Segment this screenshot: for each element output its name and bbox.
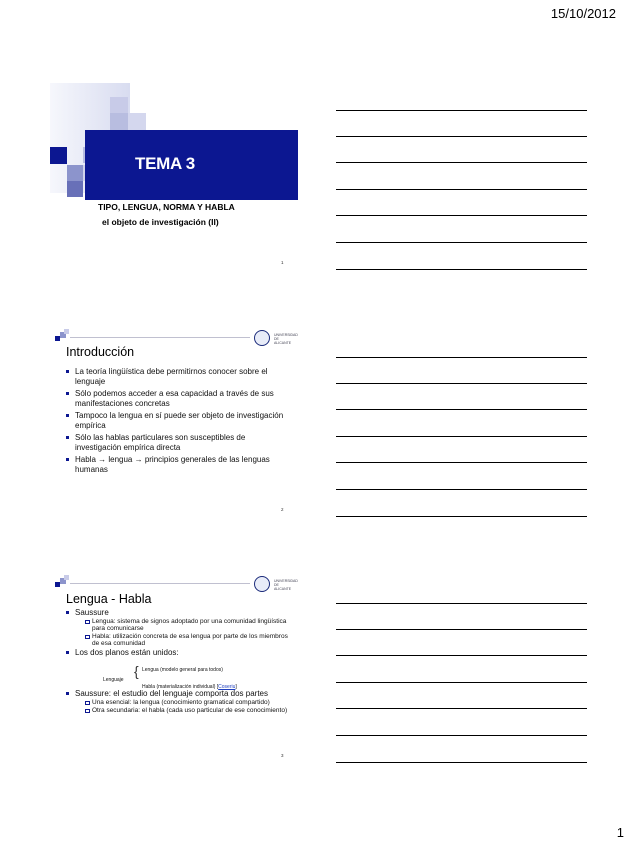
university-logo-icon bbox=[254, 576, 270, 592]
list-item: Saussure: el estudio del lenguaje comporta dos partes Una esencial: la lengua (conocimiento gramatical compartido) Otra secundaria: el habla (cada uso particular de ese conocimiento) bbox=[66, 689, 288, 714]
decor-square bbox=[110, 97, 128, 113]
slide-1-subtitle-2: el objeto de investigación (II) bbox=[102, 217, 219, 227]
decor-square bbox=[110, 113, 128, 131]
page-number: 1 bbox=[616, 825, 624, 840]
brace-bottom: Habla (materialización individual) [Coseriu] bbox=[142, 684, 237, 690]
slide-1-title bbox=[50, 83, 300, 271]
decor-square bbox=[67, 165, 83, 181]
decor-square bbox=[67, 181, 83, 197]
slide-number: 1 bbox=[281, 260, 284, 265]
slide-3-lengua-habla bbox=[50, 576, 300, 764]
slide-2-introduccion bbox=[50, 330, 300, 518]
list-item: Saussure Lengua: sistema de signos adoptado por una comunidad lingüística para comunicarse Habla: utilización concreta de esa lengua por parte de los miembros de esa comunidad bbox=[66, 608, 288, 647]
logo-caption: UNIVERSIDAD DE ALICANTE bbox=[274, 333, 298, 345]
print-date: 15/10/2012 bbox=[550, 6, 616, 21]
list-item: Sólo podemos acceder a esa capacidad a través de sus manifestaciones concretas bbox=[66, 389, 284, 408]
decor-square bbox=[128, 113, 146, 130]
bullet-list bbox=[66, 367, 284, 477]
list-item: Tampoco la lengua en sí puede ser objeto de investigación empírica bbox=[66, 411, 284, 430]
brace-label: Lenguaje bbox=[103, 677, 124, 683]
brace-symbol: { bbox=[134, 663, 139, 679]
sub-list-item: Otra secundaria: el habla (cada uso particular de ese conocimiento) bbox=[85, 707, 288, 714]
slide-number: 2 bbox=[281, 507, 284, 512]
list-item: Sólo las hablas particulares son susceptibles de investigación empírica directa bbox=[66, 433, 284, 452]
slide-1-heading: TEMA 3 bbox=[135, 154, 195, 173]
list-item: Los dos planos están unidos: bbox=[66, 648, 288, 658]
sub-list-item: Una esencial: la lengua (conocimiento gramatical compartido) bbox=[85, 699, 288, 706]
sub-list-item: Habla: utilización concreta de esa lengua por parte de los miembros de esa comunidad bbox=[85, 633, 288, 647]
slide-2-heading: Introducción bbox=[66, 345, 135, 359]
list-item: La teoría lingüística debe permitirnos conocer sobre el lenguaje bbox=[66, 367, 284, 386]
slide-number: 3 bbox=[281, 753, 284, 758]
sub-list bbox=[75, 699, 288, 714]
sub-list bbox=[75, 618, 288, 647]
list-item: Habla → lengua → principios generales de las lenguas humanas bbox=[66, 455, 284, 474]
university-logo-icon bbox=[254, 330, 270, 346]
bullet-list bbox=[66, 608, 288, 715]
sub-list-item: Lengua: sistema de signos adoptado por una comunidad lingüística para comunicarse bbox=[85, 618, 288, 632]
logo-caption: UNIVERSIDAD DE ALICANTE bbox=[274, 579, 298, 591]
coseriu-link[interactable]: Coseriu bbox=[218, 684, 236, 690]
slide-1-subtitle: TIPO, LENGUA, NORMA Y HABLA bbox=[98, 202, 235, 212]
brace-top: Lengua (modelo general para todos) bbox=[142, 667, 223, 673]
slide-3-heading: Lengua - Habla bbox=[66, 592, 152, 606]
decor-square bbox=[50, 147, 67, 164]
